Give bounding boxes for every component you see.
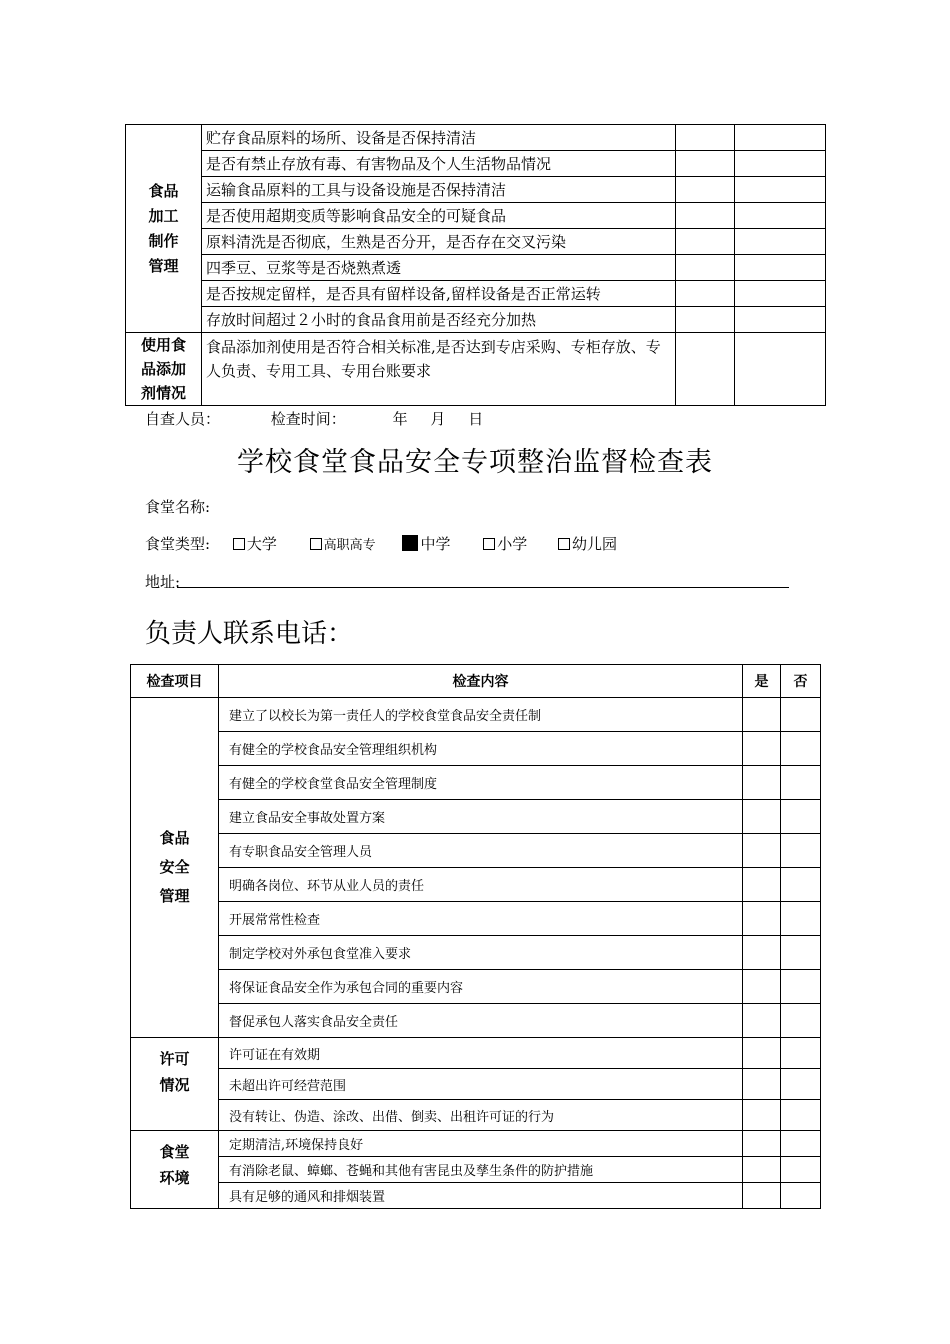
yes-cell[interactable]	[676, 203, 735, 229]
category-line: 情况	[159, 1076, 190, 1094]
category-food-safety-management	[131, 698, 219, 1038]
category-food-processing	[126, 125, 202, 333]
check-item: 有消除老鼠、蟑螂、苍蝇和其他有害昆虫及孳生条件的防护措施	[219, 1157, 743, 1183]
check-item: 有专职食品安全管理人员	[219, 834, 743, 868]
type-option-label: 中学	[420, 535, 451, 553]
type-option-kindergarten[interactable]	[558, 533, 617, 554]
category-line: 食品	[148, 181, 179, 200]
no-cell[interactable]	[735, 125, 826, 151]
yes-cell[interactable]	[743, 834, 781, 868]
yes-cell[interactable]	[676, 281, 735, 307]
type-option-vocational[interactable]	[310, 534, 376, 553]
category-line: 管理	[148, 256, 179, 275]
no-cell[interactable]	[781, 868, 821, 902]
yes-cell[interactable]	[743, 732, 781, 766]
check-item: 建立了以校长为第一责任人的学校食堂食品安全责任制	[219, 698, 743, 732]
category-line: 剂情况	[140, 384, 186, 402]
no-cell[interactable]	[781, 732, 821, 766]
check-item: 明确各岗位、环节从业人员的责任	[219, 868, 743, 902]
yes-cell[interactable]	[743, 902, 781, 936]
no-cell[interactable]	[735, 307, 826, 333]
no-cell[interactable]	[781, 1069, 821, 1100]
no-cell[interactable]	[781, 800, 821, 834]
check-item: 是否使用超期变质等影响食品安全的可疑食品	[202, 203, 676, 229]
category-line: 许可	[159, 1050, 190, 1068]
type-option-label: 小学	[497, 535, 528, 553]
yes-cell[interactable]	[743, 868, 781, 902]
signature-line	[145, 408, 483, 429]
check-item: 是否有禁止存放有毒、有害物品及个人生活物品情况	[202, 151, 676, 177]
category-line: 制作	[148, 231, 179, 250]
yes-cell[interactable]	[743, 936, 781, 970]
category-line: 品添加	[140, 360, 186, 378]
header-yes: 是	[743, 665, 781, 698]
inspector-label: 自查人员：	[145, 410, 221, 428]
no-cell[interactable]	[735, 151, 826, 177]
yes-cell[interactable]	[743, 1004, 781, 1038]
check-item: 是否按规定留样，是否具有留样设备,留样设备是否正常运转	[202, 281, 676, 307]
check-item: 将保证食品安全作为承包合同的重要内容	[219, 970, 743, 1004]
inspection-table-continued	[125, 124, 826, 406]
type-option-university[interactable]	[233, 533, 277, 554]
no-cell[interactable]	[735, 255, 826, 281]
no-cell[interactable]	[735, 177, 826, 203]
yes-cell[interactable]	[743, 970, 781, 1004]
check-item: 食品添加剂使用是否符合相关标准,是否达到专店采购、专柜存放、专人负责、专用工具、专用台账要求	[202, 333, 676, 406]
no-cell[interactable]	[781, 970, 821, 1004]
yes-cell[interactable]	[743, 1038, 781, 1069]
contact-phone-label: 负责人联系电话：	[145, 619, 354, 649]
category-license	[131, 1038, 219, 1131]
yes-cell[interactable]	[743, 698, 781, 732]
address-input-line[interactable]	[177, 587, 789, 588]
check-item: 原料清洗是否彻底，生熟是否分开，是否存在交叉污染	[202, 229, 676, 255]
no-cell[interactable]	[781, 936, 821, 970]
yes-cell[interactable]	[743, 766, 781, 800]
type-option-label: 高职高专	[323, 538, 376, 553]
canteen-type-label: 食堂类型:	[145, 535, 211, 553]
checkbox-icon[interactable]	[233, 538, 245, 550]
yes-cell[interactable]	[676, 333, 735, 406]
yes-cell[interactable]	[743, 1069, 781, 1100]
header-content: 检查内容	[219, 665, 743, 698]
check-item: 存放时间超过２小时的食品食用前是否经充分加热	[202, 307, 676, 333]
no-cell[interactable]	[735, 333, 826, 406]
no-cell[interactable]	[781, 766, 821, 800]
check-item: 有健全的学校食堂食品安全管理制度	[219, 766, 743, 800]
check-item: 许可证在有效期	[219, 1038, 743, 1069]
yes-cell[interactable]	[676, 177, 735, 203]
category-line: 环境	[159, 1169, 190, 1187]
check-item: 有健全的学校食品安全管理组织机构	[219, 732, 743, 766]
address-label: 地址:	[145, 573, 181, 591]
check-item: 运输食品原料的工具与设备设施是否保持清洁	[202, 177, 676, 203]
canteen-name-label: 食堂名称:	[145, 498, 211, 516]
category-canteen-environment	[131, 1131, 219, 1209]
canteen-type-row	[145, 533, 617, 554]
no-cell[interactable]	[781, 1131, 821, 1157]
category-food-additives	[126, 333, 202, 406]
check-item: 建立食品安全事故处置方案	[219, 800, 743, 834]
check-item: 定期清洁,环境保持良好	[219, 1131, 743, 1157]
inspection-time-label: 检查时间：	[270, 410, 346, 428]
inspection-table	[130, 664, 821, 1209]
month-label: 月	[430, 410, 446, 428]
check-item: 贮存食品原料的场所、设备是否保持清洁	[202, 125, 676, 151]
yes-cell[interactable]	[676, 307, 735, 333]
yes-cell[interactable]	[743, 800, 781, 834]
no-cell[interactable]	[781, 902, 821, 936]
year-label: 年	[392, 410, 408, 428]
yes-cell[interactable]	[676, 255, 735, 281]
type-option-label: 大学	[246, 535, 277, 553]
no-cell[interactable]	[781, 1004, 821, 1038]
no-cell[interactable]	[781, 1100, 821, 1131]
yes-cell[interactable]	[676, 151, 735, 177]
checkbox-icon[interactable]	[558, 538, 570, 550]
no-cell[interactable]	[735, 229, 826, 255]
header-no: 否	[781, 665, 821, 698]
yes-cell[interactable]	[743, 1157, 781, 1183]
category-line: 安全	[159, 858, 190, 876]
check-item: 没有转让、伪造、涂改、出借、倒卖、出租许可证的行为	[219, 1100, 743, 1131]
category-line: 食品	[159, 829, 190, 847]
type-option-middle-school[interactable]	[402, 533, 450, 554]
category-line: 管理	[159, 887, 190, 905]
no-cell[interactable]	[781, 834, 821, 868]
no-cell[interactable]	[781, 698, 821, 732]
yes-cell[interactable]	[743, 1131, 781, 1157]
form-title: 学校食堂食品安全专项整治监督检查表	[237, 447, 713, 478]
check-item: 开展常常性检查	[219, 902, 743, 936]
checkbox-icon[interactable]	[483, 538, 495, 550]
check-item: 制定学校对外承包食堂准入要求	[219, 936, 743, 970]
no-cell[interactable]	[735, 281, 826, 307]
category-line: 加工	[148, 206, 179, 225]
checkbox-icon[interactable]	[310, 538, 322, 550]
type-option-label: 幼儿园	[572, 535, 618, 553]
yes-cell[interactable]	[676, 125, 735, 151]
category-line: 食堂	[159, 1143, 190, 1161]
check-item: 督促承包人落实食品安全责任	[219, 1004, 743, 1038]
check-item: 具有足够的通风和排烟装置	[219, 1183, 743, 1209]
no-cell[interactable]	[781, 1157, 821, 1183]
yes-cell[interactable]	[743, 1100, 781, 1131]
header-item: 检查项目	[131, 665, 219, 698]
no-cell[interactable]	[781, 1038, 821, 1069]
no-cell[interactable]	[735, 203, 826, 229]
yes-cell[interactable]	[676, 229, 735, 255]
check-item: 四季豆、豆浆等是否烧熟煮透	[202, 255, 676, 281]
no-cell[interactable]	[781, 1183, 821, 1209]
day-label: 日	[468, 410, 484, 428]
category-line: 使用食	[140, 336, 186, 354]
check-item: 未超出许可经营范围	[219, 1069, 743, 1100]
type-option-primary-school[interactable]	[483, 533, 527, 554]
checked-box-icon[interactable]	[402, 535, 418, 551]
yes-cell[interactable]	[743, 1183, 781, 1209]
